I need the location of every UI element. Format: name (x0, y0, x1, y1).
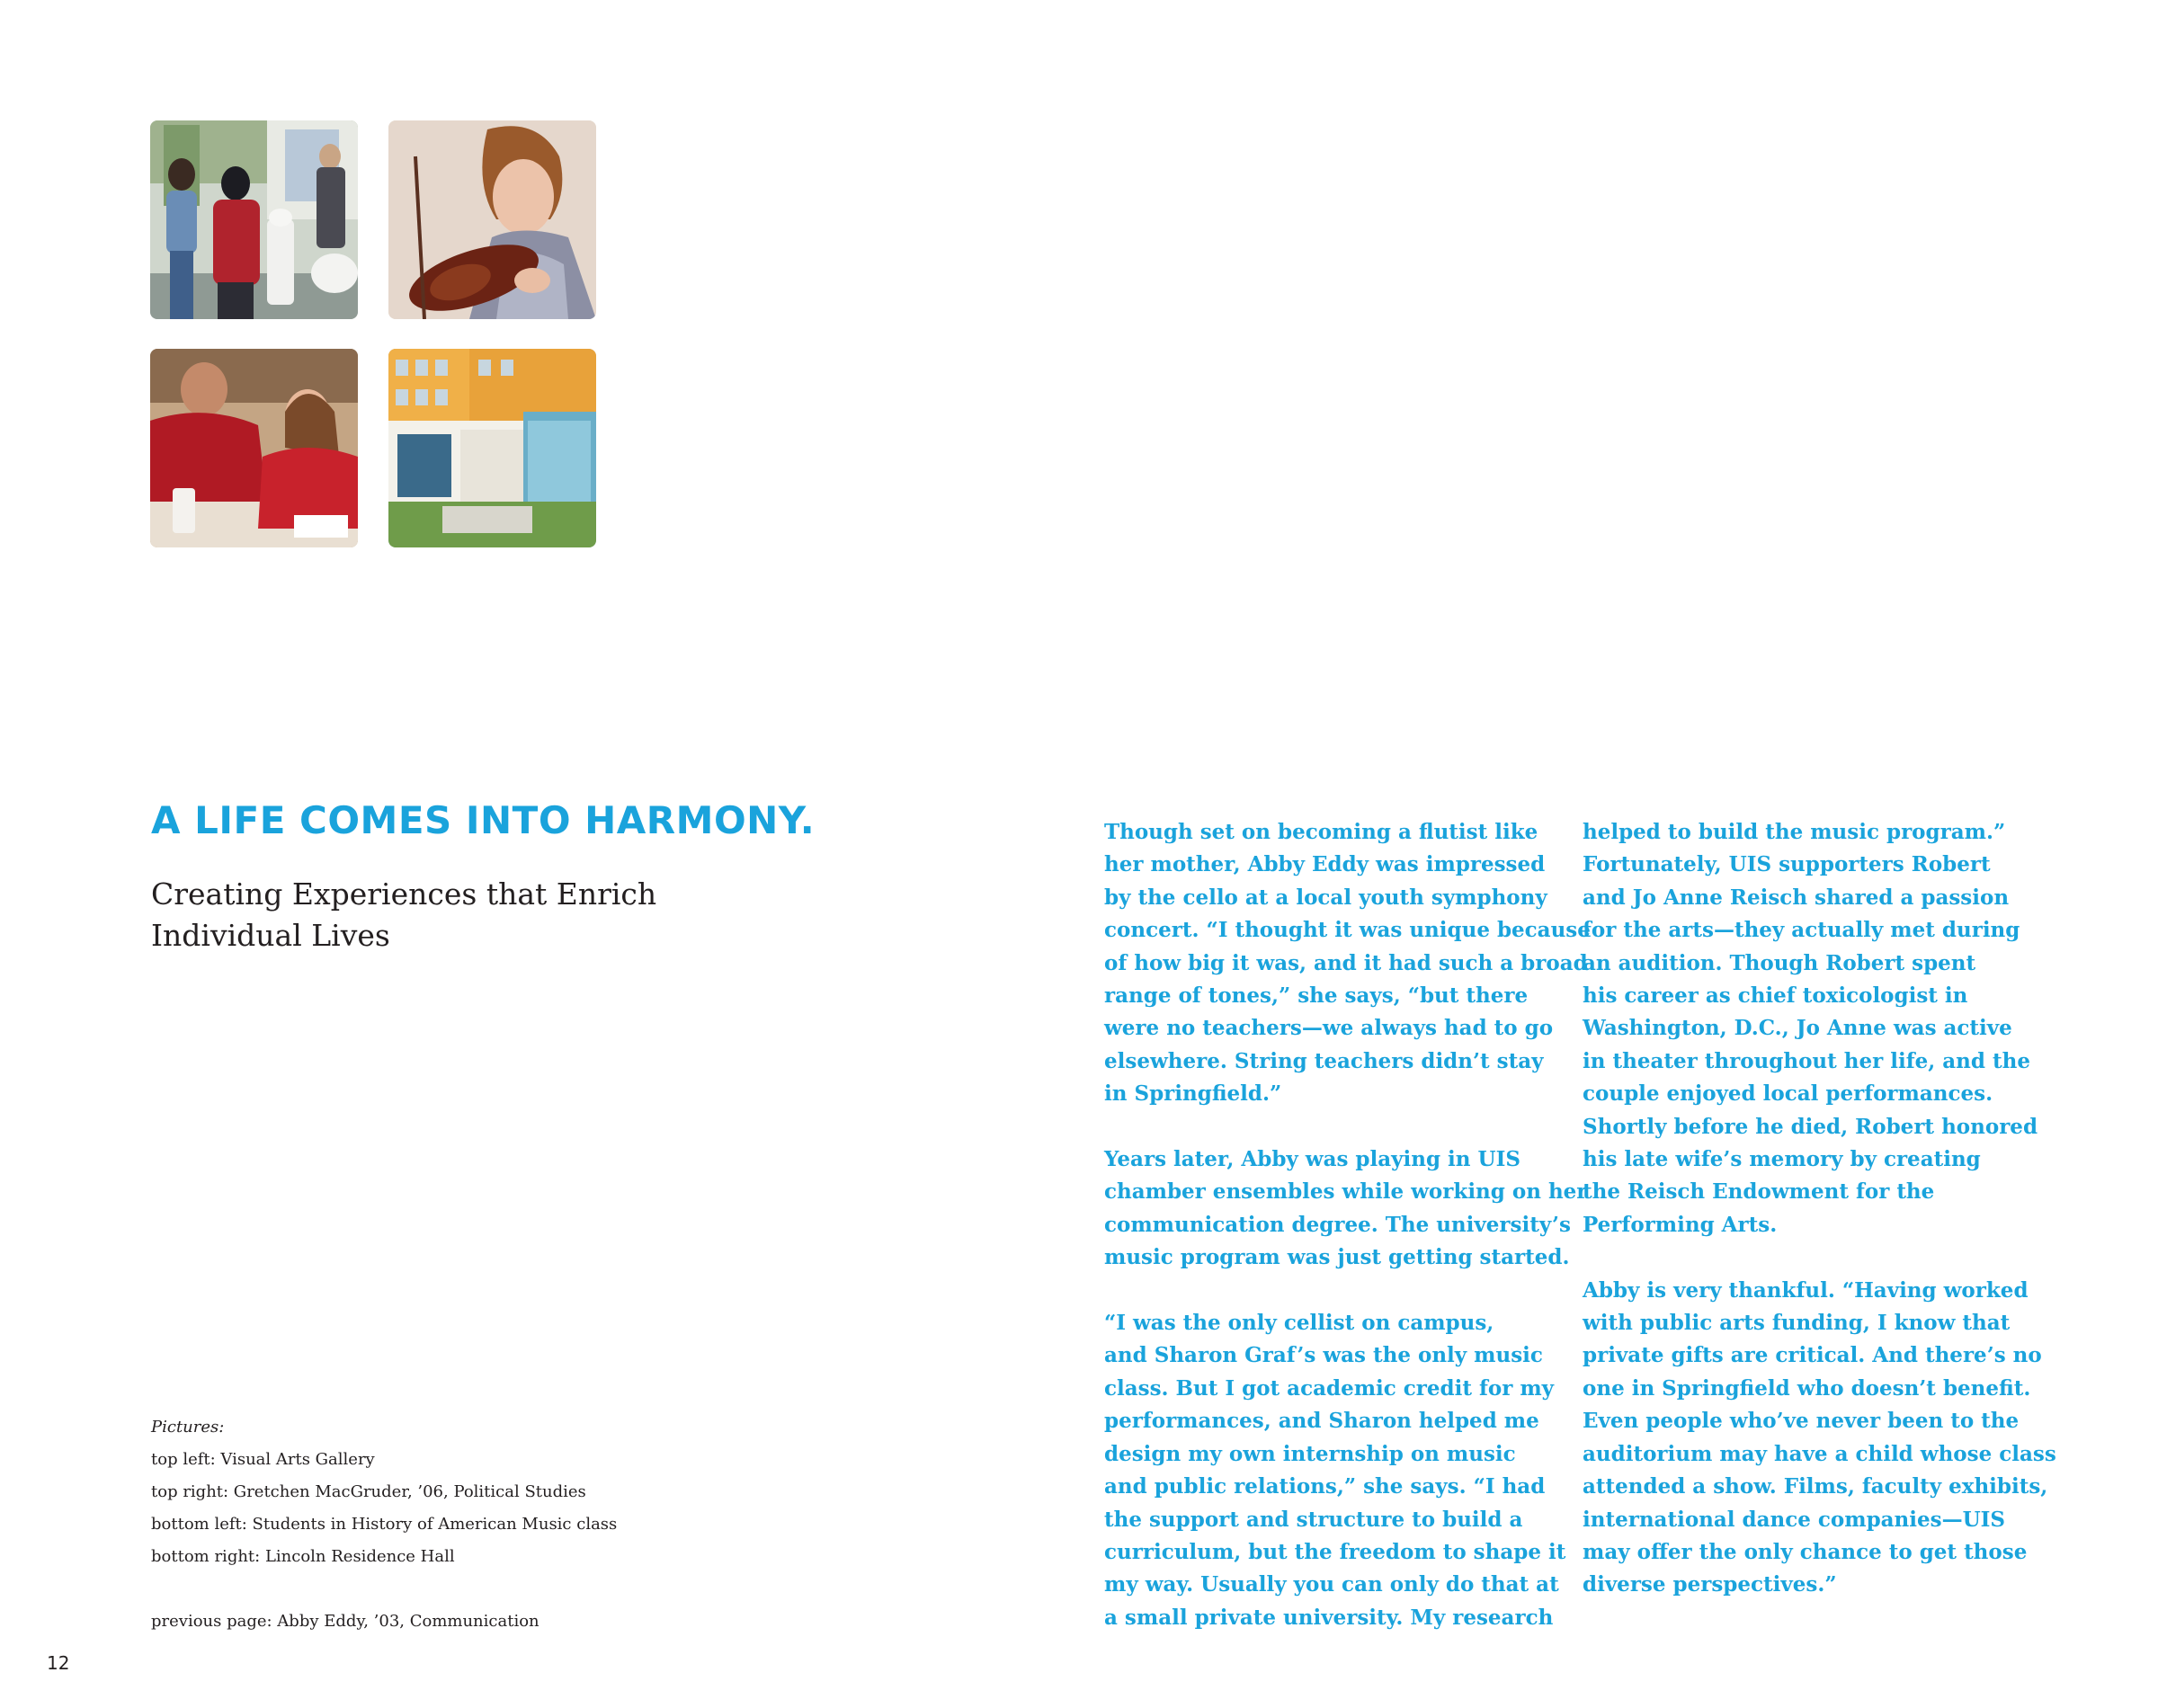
gallery-photo (150, 120, 358, 319)
text-line: Fortunately, UIS supporters Robert (1583, 852, 1991, 877)
text-line: may offer the only chance to get those (1583, 1539, 2028, 1564)
text-line: Though set on becoming a flutist like (1104, 820, 1538, 844)
text-line: curriculum, but the freedom to shape it (1104, 1539, 1566, 1564)
body-column-2 (1583, 816, 2056, 1634)
text-line: her mother, Abby Eddy was impressed (1104, 852, 1546, 877)
text-line: the Reisch Endowment for the (1583, 1179, 1935, 1205)
building-photo (388, 349, 596, 547)
text-line: helped to build the music program.” (1583, 820, 2006, 844)
text-line: international dance companies—UIS (1583, 1507, 2006, 1532)
text-line: diverse perspectives.” (1583, 1572, 1837, 1597)
violinist-photo (388, 120, 596, 319)
body-column-1 (1104, 816, 1591, 1668)
text-line: and Sharon Graf’s was the only music (1104, 1343, 1543, 1368)
text-line: attended a show. Films, faculty exhibits, (1583, 1474, 2048, 1499)
text-line: of how big it was, and it had such a broad (1104, 950, 1588, 975)
captions-heading: Pictures: (151, 1418, 225, 1437)
body-paragraph (1104, 1143, 1588, 1275)
text-line: one in Springfield who doesn’t benefit. (1583, 1375, 2031, 1401)
previous-page-caption: previous page: Abby Eddy, ’03, Communication (151, 1612, 540, 1631)
text-line: communication degree. The university’s (1104, 1212, 1571, 1237)
text-line: “I was the only cellist on campus, (1104, 1311, 1494, 1336)
text-line: and public relations,” she says. “I had (1104, 1474, 1546, 1499)
text-line: music program was just getting started. (1104, 1245, 1570, 1270)
subtitle (151, 874, 780, 956)
text-line: in Springfield.” (1104, 1081, 1282, 1107)
text-line: Abby is very thankful. “Having worked (1583, 1277, 2029, 1303)
subtitle-line: Individual Lives (151, 918, 390, 953)
body-paragraph (1583, 1275, 2056, 1602)
caption-item: top right: Gretchen MacGruder, ’06, Political Studies (151, 1482, 586, 1501)
text-line: an audition. Though Robert spent (1583, 950, 1976, 975)
text-line: his late wife’s memory by creating (1583, 1147, 1981, 1172)
text-line: auditorium may have a child whose class (1583, 1441, 2056, 1466)
text-line: Performing Arts. (1583, 1212, 1778, 1237)
text-line: my way. Usually you can only do that at (1104, 1572, 1559, 1597)
caption-item: bottom left: Students in History of American Music class (151, 1515, 618, 1534)
text-line: Washington, D.C., Jo Anne was active (1583, 1016, 2012, 1041)
caption-item: bottom right: Lincoln Residence Hall (151, 1547, 455, 1566)
text-line: Even people who’ve never been to the (1583, 1409, 2020, 1434)
body-paragraph (1583, 816, 2050, 1241)
body-paragraph (1104, 1307, 1572, 1634)
photo-captions (151, 1411, 780, 1638)
classroom-photo (150, 349, 358, 547)
text-line: and Jo Anne Reisch shared a passion (1583, 885, 2010, 910)
text-line: class. But I got academic credit for my (1104, 1375, 1555, 1401)
text-line: range of tones,” she says, “but there (1104, 983, 1529, 1009)
caption-item: top left: Visual Arts Gallery (151, 1450, 375, 1469)
text-line: couple enjoyed local performances. (1583, 1081, 1993, 1107)
text-line: performances, and Sharon helped me (1104, 1409, 1539, 1434)
text-line: concert. “I thought it was unique because (1104, 918, 1591, 943)
page-number: 12 (47, 1652, 70, 1674)
text-line: were no teachers—we always had to go (1104, 1016, 1554, 1041)
body-paragraph (1104, 816, 1591, 1111)
text-line: the support and structure to build a (1104, 1507, 1523, 1532)
page-title: A LIFE COMES INTO HARMONY. (151, 798, 816, 842)
text-line: with public arts funding, I know that (1583, 1311, 2011, 1336)
text-line: design my own internship on music (1104, 1441, 1516, 1466)
text-line: his career as chief toxicologist in (1583, 983, 1968, 1009)
text-line: elsewhere. String teachers didn’t stay (1104, 1048, 1544, 1073)
text-line: Years later, Abby was playing in UIS (1104, 1147, 1520, 1172)
subtitle-line: Creating Experiences that Enrich (151, 876, 657, 912)
text-line: a small private university. My research (1104, 1605, 1554, 1630)
text-line: for the arts—they actually met during (1583, 918, 2020, 943)
text-line: private gifts are critical. And there’s no (1583, 1343, 2042, 1368)
text-line: Shortly before he died, Robert honored (1583, 1114, 2038, 1139)
text-line: in theater throughout her life, and the (1583, 1048, 2030, 1073)
text-line: chamber ensembles while working on her (1104, 1179, 1588, 1205)
text-line: by the cello at a local youth symphony (1104, 885, 1547, 910)
